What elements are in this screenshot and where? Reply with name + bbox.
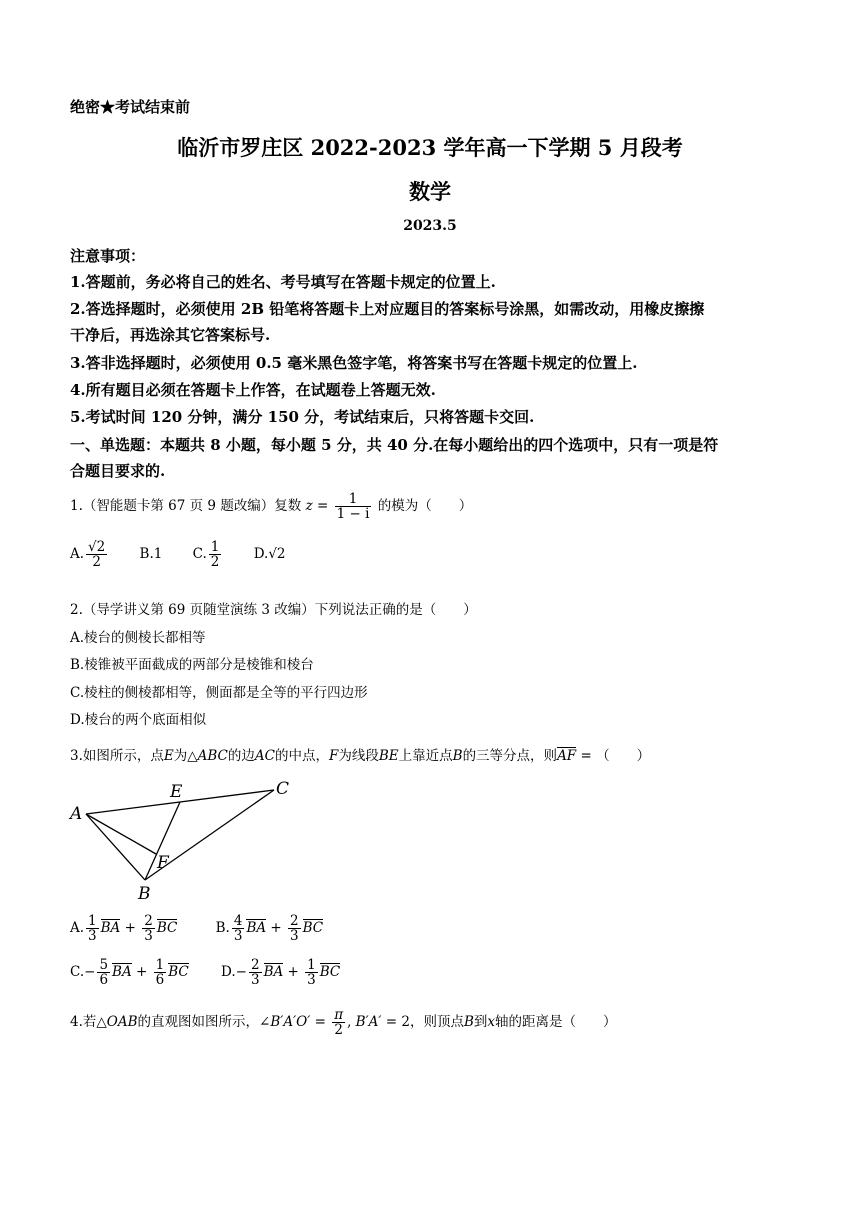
q2-option-d: D.棱台的两个底面相似	[70, 712, 207, 728]
question-4-stem: 4.若△OAB的直观图如图所示，∠B′A′O′ = $\frac{\pi}{2}$ , B′A′ = 2，则顶点B到x轴的距离是（ ）	[70, 1007, 617, 1039]
q1-fraction: $\frac{1}{1 - i}$	[336, 491, 370, 523]
note-item: 干净后，再选涂其它答案标号.	[70, 326, 271, 344]
q2-option-c: C.棱柱的侧棱都相等，侧面都是全等的平行四边形	[70, 685, 368, 701]
exam-date: 2023.5	[403, 218, 457, 234]
label-a: A	[70, 804, 83, 824]
q3-options-row1	[70, 914, 349, 943]
label-e: E	[170, 782, 183, 802]
q1-equals: =	[312, 498, 333, 515]
q2-option-a: A.棱台的侧棱长都相等	[70, 630, 206, 646]
q1-option-d: D.√2	[253, 546, 286, 563]
note-item: 4.所有题目必须在答题卡上作答，在试题卷上答题无效.	[70, 381, 436, 399]
question-3-stem: 3.如图所示，点E为△ABC的边AC的中点，F为线段BE上靠近点B的三等分点，则AF = （ ）	[70, 748, 651, 764]
label-f: F	[157, 853, 169, 873]
vector-af: AF	[557, 748, 577, 764]
notes-heading: 注意事项：	[70, 247, 146, 265]
label-c: C	[276, 779, 290, 799]
note-item: 3.答非选择题时，必须使用 0.5 毫米黑色签字笔，将答案书写在答题卡规定的位置上.	[70, 354, 638, 372]
subject-title: 数学	[409, 179, 451, 204]
question-1-stem	[70, 492, 472, 521]
q1-option-b: B.1	[139, 546, 163, 563]
q1-prefix: 1.（智能题卡第 67 页 9 题改编）复数	[70, 498, 302, 515]
note-item: 2.答选择题时，必须使用 2B 铅笔将答题卡上对应题目的答案标号涂黑，如需改动，用橡皮擦擦	[70, 300, 705, 318]
q3-option-c: C.− $\frac{5}{6}$ BA + $\frac{1}{6}$ BC	[70, 957, 189, 989]
q1-option-c: C. $\frac{1}{2}$	[192, 539, 220, 571]
note-item: 1.答题前，务必将自己的姓名、考号填写在答题卡规定的位置上.	[70, 273, 496, 291]
segment-ab	[86, 814, 145, 880]
confidential-label: 绝密★考试结束前	[70, 98, 191, 116]
q2-option-b: B.棱锥被平面截成的两部分是棱锥和棱台	[70, 657, 314, 673]
q3-option-d: D.− $\frac{2}{3}$ BA + $\frac{1}{3}$ BC	[221, 957, 341, 989]
label-b: B	[138, 884, 151, 904]
q1-variable-z: z	[305, 498, 313, 515]
triangle-figure	[62, 776, 302, 906]
note-item: 5.考试时间 120 分钟，满分 150 分，考试结束后，只将答题卡交回.	[70, 408, 535, 426]
section-heading: 一、单选题：本题共 8 小题，每小题 5 分，共 40 分.在每小题给出的四个选项中，只有一项是符	[70, 436, 719, 454]
q1-option-a: A. $\frac{√2}{2}$	[70, 539, 106, 571]
segment-af	[86, 814, 156, 854]
question-1-options	[70, 540, 312, 569]
section-heading-cont: 合题目要求的.	[70, 462, 166, 480]
q1-suffix: 的模为（ ）	[377, 498, 473, 515]
exam-title: 临沂市罗庄区 2022-2023 学年高一下学期 5 月段考	[177, 135, 683, 160]
q3-options-row2	[70, 958, 366, 987]
question-2-stem: 2.（导学讲义第 69 页随堂演练 3 改编）下列说法正确的是（ ）	[70, 602, 477, 618]
q3-option-a: A. $\frac{1}{3}$ BA + $\frac{2}{3}$ BC	[70, 913, 178, 945]
q3-option-b: B. $\frac{4}{3}$ BA + $\frac{2}{3}$ BC	[215, 913, 324, 945]
